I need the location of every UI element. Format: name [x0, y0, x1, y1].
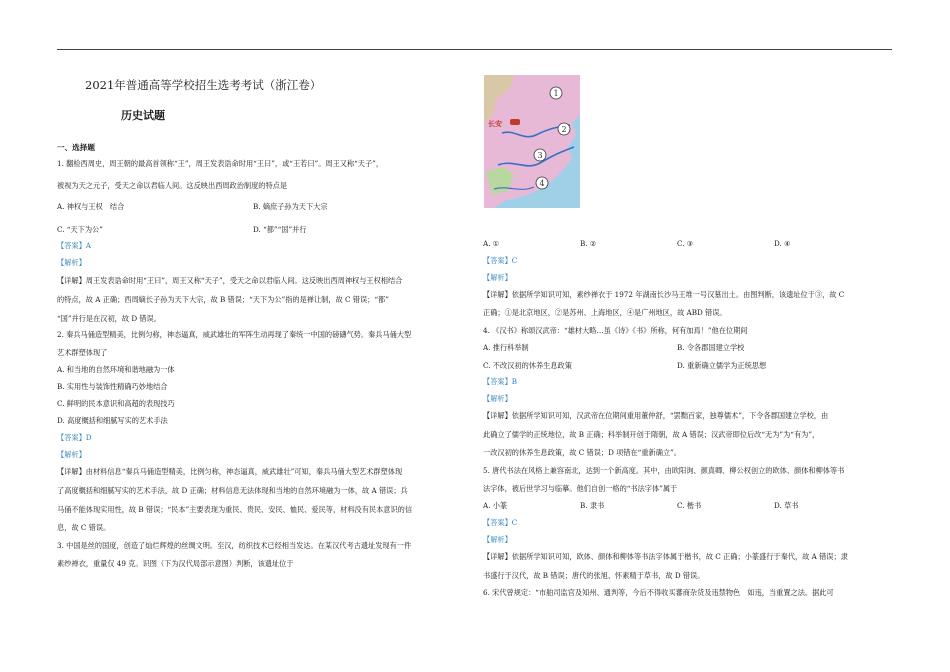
map-city-label: 长安 — [488, 119, 502, 128]
q6-stem: 6. 宋代曾规定：“市舶司监官及知州、通判等，今后不得收买蕃商杂货及违禁物色 如违，当重置之法。据此可 — [483, 588, 834, 597]
q5-detail-line2: 书盛行于汉代，故 B 错误；唐代的张旭、怀素精于草书，故 D 错误。 — [483, 571, 705, 580]
svg-text:1: 1 — [553, 89, 559, 98]
q1-stem-line1: 1. 翻检西周史，周王朝的最高首领称“王”，周王发表诰命时用“王曰”，或“王若曰”。周王又称“天子”， — [57, 159, 384, 168]
map-marker-1 — [550, 87, 562, 99]
map-marker-2 — [558, 123, 570, 135]
q4-stem: 4. 《汉书》称颂汉武帝：“雄材大略…虽《诗》《书》所称，何有加焉！”他在位期间 — [483, 326, 748, 335]
q4-analysis-label: 【解析】 — [483, 394, 512, 403]
q1-option-b: B. 嫡庶子孙为天下大宗 — [253, 202, 328, 211]
q2-option-c: C. 鲜明的民本意识和高超的表现技巧 — [57, 399, 175, 408]
han-dynasty-map — [484, 75, 580, 208]
exam-subtitle: 历史试题 — [121, 109, 165, 122]
q3-answer: 【答案】C — [483, 256, 518, 265]
section-title: 一、选择题 — [57, 143, 95, 152]
q1-stem-line2: 被视为天之元子，受天之命以君临人间。这反映出西周政治制度的特点是 — [57, 181, 288, 190]
q5-option-c: C. 楷书 — [677, 501, 702, 510]
q2-option-d: D. 高度概括和细腻写实的艺术手法 — [57, 416, 168, 425]
q1-option-a: A. 神权与王权 结合 — [57, 202, 125, 211]
q2-answer: 【答案】D — [57, 433, 92, 442]
q2-detail-line4: 息，故 C 错误。 — [57, 523, 111, 532]
q2-stem-line1: 2. 秦兵马俑造型精美，比例匀称，神态逼真，威武雄壮的军阵生动再现了秦统一中国的磅礴气势。秦兵马俑大型 — [57, 330, 412, 339]
q4-option-c: C. 不改汉初的休养生息政策 — [483, 361, 572, 370]
q5-detail-line1: 【详解】依据所学知识可知，欧体、颜体和柳体等书法字体属于楷书，故 C 正确；小篆盛行于秦代，故 A 错误；隶 — [483, 552, 848, 561]
q5-option-d: D. 草书 — [774, 501, 799, 510]
q2-detail-line2: 了高度概括和细腻写实的艺术手法，故 D 正确；材料信息无法体现和当地的自然环境融为一体，故 A 错误；兵 — [57, 486, 408, 495]
q3-stem-line1: 3. 中国是丝的国度，创造了灿烂辉煌的丝绸文明。至汉，纺织技术已经相当发达。在某汉代考古遗址发现有一件 — [57, 541, 412, 550]
q4-detail-line1: 【详解】依据所学知识可知，汉武帝在位期间重用董仲舒，“罢黜百家，独尊儒术”，下令各郡国建立学校，由 — [483, 411, 829, 420]
q2-stem-line2: 艺术群塑体现了 — [57, 348, 108, 357]
q1-analysis-label: 【解析】 — [57, 258, 86, 267]
q3-option-d: D. ④ — [774, 239, 791, 248]
q2-option-a: A. 和当地的自然环境和谐地融为一体 — [57, 365, 175, 374]
q5-answer: 【答案】C — [483, 518, 518, 527]
q3-stem-line2: 素纱禅衣，重量仅 49 克。识图（下为汉代局部示意图）判断，该遗址位于 — [57, 559, 294, 568]
q5-option-a: A. 小篆 — [483, 501, 508, 510]
q4-option-d: D. 重新确立儒学为正统思想 — [677, 361, 767, 370]
q3-detail-line1: 【详解】依据所学知识可知，素纱禅衣于 1972 年湖南长沙马王堆一号汉墓出土。由图判断，该遗址位于③，故 C — [483, 290, 845, 299]
q3-option-a: A. ① — [483, 239, 500, 248]
q4-detail-line3: 一改汉初的休养生息政策，故 C 错误；D 项错在“重新确立”。 — [483, 448, 681, 457]
svg-text:2: 2 — [561, 125, 567, 134]
q4-answer: 【答案】B — [483, 377, 518, 386]
q1-detail-line1: 【详解】周王发表诰命时用“王曰”，周王又称“天子”，受天之命以君临人间。这反映出西周神权与王权相结合 — [57, 276, 403, 285]
svg-text:3: 3 — [537, 151, 543, 160]
changan-capital-marker — [510, 119, 520, 125]
q4-option-a: A. 推行科举制 — [483, 343, 529, 352]
q2-detail-line1: 【详解】由材料信息“秦兵马俑造型精美，比例匀称，神态逼真，威武雄壮”可知，秦兵马俑大型艺术群塑体现 — [57, 467, 403, 476]
q1-option-c: C. “天下为公” — [57, 225, 103, 234]
q4-detail-line2: 此确立了儒学的正统地位，故 B 正确；科举制开创于隋朝，故 A 错误；汉武帝即位后改“无为”为“有为”， — [483, 430, 820, 439]
q3-option-b: B. ② — [580, 239, 597, 248]
q5-stem-line2: 法字体，被后世学习与临摹。他们自创一格的“书法字体”属于 — [483, 484, 678, 493]
q2-analysis-label: 【解析】 — [57, 450, 86, 459]
svg-text:4: 4 — [539, 179, 545, 188]
q1-detail-line3: “国”并行是在汉初，故 D 错误。 — [57, 314, 161, 323]
map-marker-3 — [534, 149, 546, 161]
q3-detail-line2: 正确；①是北京地区，②是苏州、上海地区，④是广州地区，故 ABD 错误。 — [483, 308, 727, 317]
map-marker-4 — [536, 177, 548, 189]
q1-detail-line2: 的特点，故 A 正确；西周嫡长子孙为天下大宗，故 B 错误；“天下为公”指的是禅让制，故 C 错误；“都” — [57, 295, 389, 304]
q5-option-b: B. 隶书 — [580, 501, 605, 510]
q3-analysis-label: 【解析】 — [483, 273, 512, 282]
q2-option-b: B. 实用性与装饰性精确巧妙地结合 — [57, 382, 168, 391]
q3-option-c: C. ③ — [677, 239, 694, 248]
q5-stem-line1: 5. 唐代书法在风格上兼容南北，达到一个新高度。其中，由欧阳询、颜真卿、柳公权创立的欧体、颜体和柳体等书 — [483, 466, 845, 475]
q4-option-b: B. 令各郡国建立学校 — [677, 343, 745, 352]
header-rule — [57, 49, 892, 50]
q2-detail-line3: 马俑不能体现实用性，故 B 错误；“民本”主要表现为重民、贵民、安民、恤民、爱民等，材料没有民本意识的信 — [57, 505, 413, 514]
exam-title: 2021年普通高等学校招生选考考试（浙江卷） — [85, 78, 322, 92]
q1-answer: 【答案】A — [57, 241, 91, 250]
q5-analysis-label: 【解析】 — [483, 535, 512, 544]
q1-option-d: D. “都”“国”并行 — [253, 225, 307, 234]
